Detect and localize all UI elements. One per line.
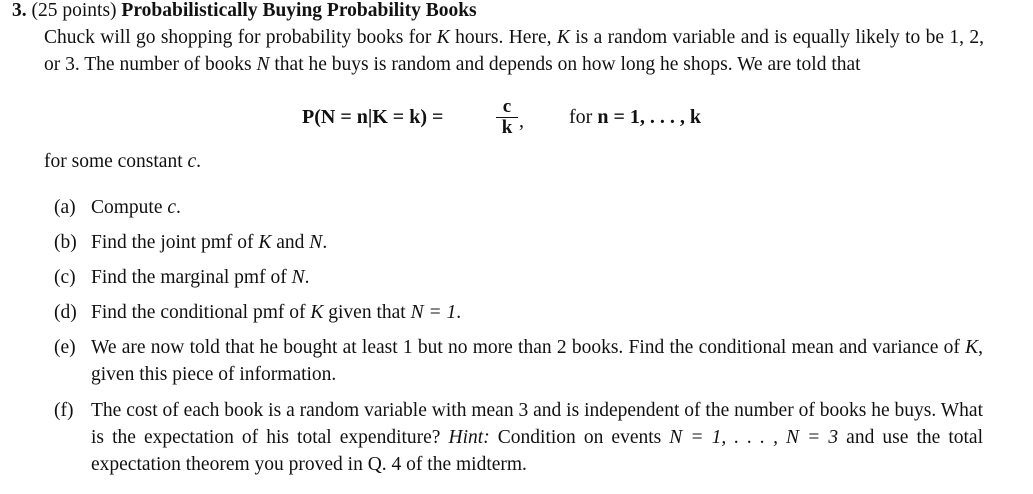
part-label: (f) — [54, 400, 74, 421]
fraction-denominator: k — [501, 117, 513, 138]
equation-fraction — [496, 98, 518, 138]
equation-lhs: P(N = n|K = k) = — [302, 106, 444, 128]
problem-points: (25 points) — [31, 0, 117, 21]
part-text: Compute c. — [91, 197, 181, 218]
part-label: (d) — [54, 302, 77, 323]
problem-heading — [12, 0, 477, 22]
part-label: (e) — [54, 337, 76, 358]
part-label: (c) — [54, 267, 76, 288]
fraction-numerator: c — [496, 98, 518, 118]
part-label: (b) — [54, 232, 77, 253]
part-text: Find the joint pmf of K and N. — [91, 232, 328, 253]
part-label: (a) — [54, 197, 76, 218]
equation-condition: for n = 1, . . . , k — [569, 106, 701, 128]
part-text: The cost of each book is a random variable with mean 3 and is independent of the number of books he buys. What is the expectation of his total expenditure? Hint: Condition on events N = 1, . . . , N = 3 and use the total expectation theorem you proved in Q. 4 of the midterm. — [91, 400, 983, 475]
problem-intro: Chuck will go shopping for probability books for K hours. Here, K is a random variable and is equally likely to be 1, 2, or 3. The number of books N that he buys is random and depends on how long he shops. We are told that — [44, 27, 985, 75]
problem-number: 3. — [12, 0, 27, 21]
part-text: Find the marginal pmf of N. — [91, 267, 310, 288]
pmf-equation — [0, 98, 1033, 148]
part-text: Find the conditional pmf of K given that N = 1. — [91, 302, 462, 323]
part-text: We are now told that he bought at least 1 but no more than 2 books. Find the conditional mean and variance of K, given this piece of information. — [91, 337, 983, 385]
constant-line: for some constant c. — [44, 151, 202, 172]
equation-comma: , — [519, 110, 524, 132]
hint-label: Hint: — [448, 427, 490, 448]
problem-title: Probabilistically Buying Probability Books — [121, 0, 477, 21]
